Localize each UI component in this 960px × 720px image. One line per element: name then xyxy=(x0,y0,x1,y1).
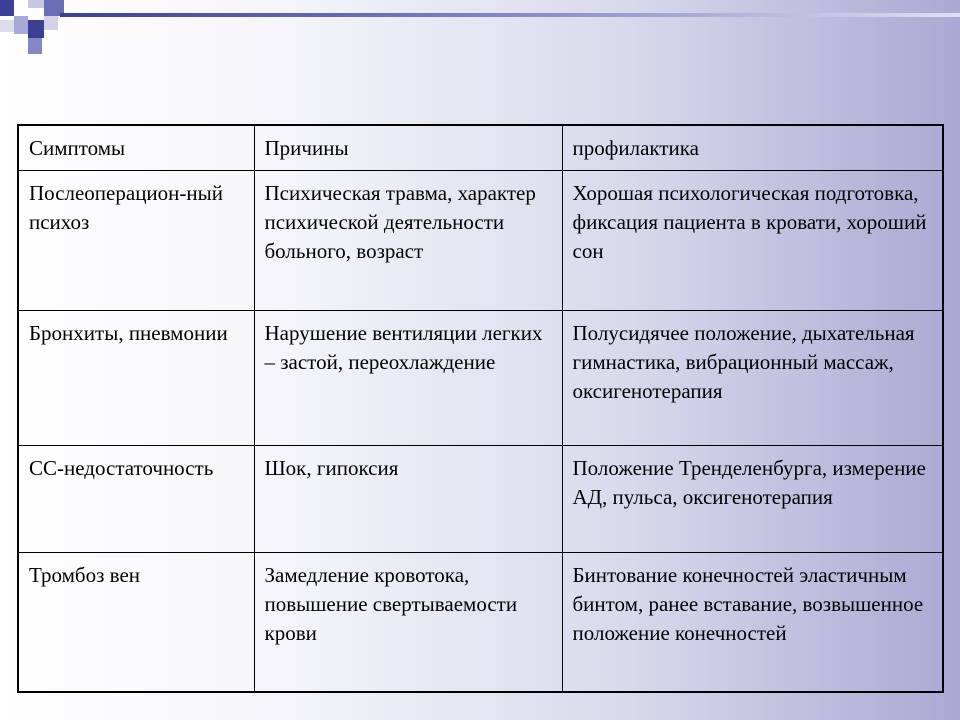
cell-symptom: Тромбоз вен xyxy=(18,553,254,693)
decor-square xyxy=(44,16,58,30)
header-cell-symptoms: Симптомы xyxy=(18,125,254,171)
header-cell-prevention: профилактика xyxy=(562,125,943,171)
table-row xyxy=(18,553,943,693)
table-row xyxy=(18,171,943,311)
cell-cause: Замедление кровотока, повышение свертываемости крови xyxy=(254,553,562,693)
complications-table xyxy=(17,124,944,693)
decor-square xyxy=(28,20,44,38)
cell-prevention: Полусидячее положение, дыхательная гимнастика, вибрационный массаж, оксигенотерапия xyxy=(562,311,943,446)
cell-prevention: Бинтование конечностей эластичным бинтом, ранее вставание, возвышенное положение конечностей xyxy=(562,553,943,693)
cell-symptom: Бронхиты, пневмонии xyxy=(18,311,254,446)
cell-prevention: Хорошая психологическая подготовка, фиксация пациента в кровати, хороший сон xyxy=(562,171,943,311)
table-row xyxy=(18,446,943,553)
decor-square xyxy=(0,20,14,32)
table-header-row xyxy=(18,125,943,171)
cell-cause: Нарушение вентиляции легких – застой, переохлаждение xyxy=(254,311,562,446)
table-row xyxy=(18,311,943,446)
decor-square xyxy=(14,16,28,34)
cell-symptom: Послеоперацион-ный психоз xyxy=(18,171,254,311)
cell-cause: Шок, гипоксия xyxy=(254,446,562,553)
cell-symptom: СС-недостаточность xyxy=(18,446,254,553)
decor-square xyxy=(0,0,14,16)
decor-top-bar xyxy=(60,13,960,17)
decor-square xyxy=(28,0,44,8)
cell-cause: Психическая травма, характер психической деятельности больного, возраст xyxy=(254,171,562,311)
header-cell-causes: Причины xyxy=(254,125,562,171)
cell-prevention: Положение Тренделенбурга, измерение АД, пульса, оксигенотерапия xyxy=(562,446,943,553)
decor-square xyxy=(28,38,42,54)
